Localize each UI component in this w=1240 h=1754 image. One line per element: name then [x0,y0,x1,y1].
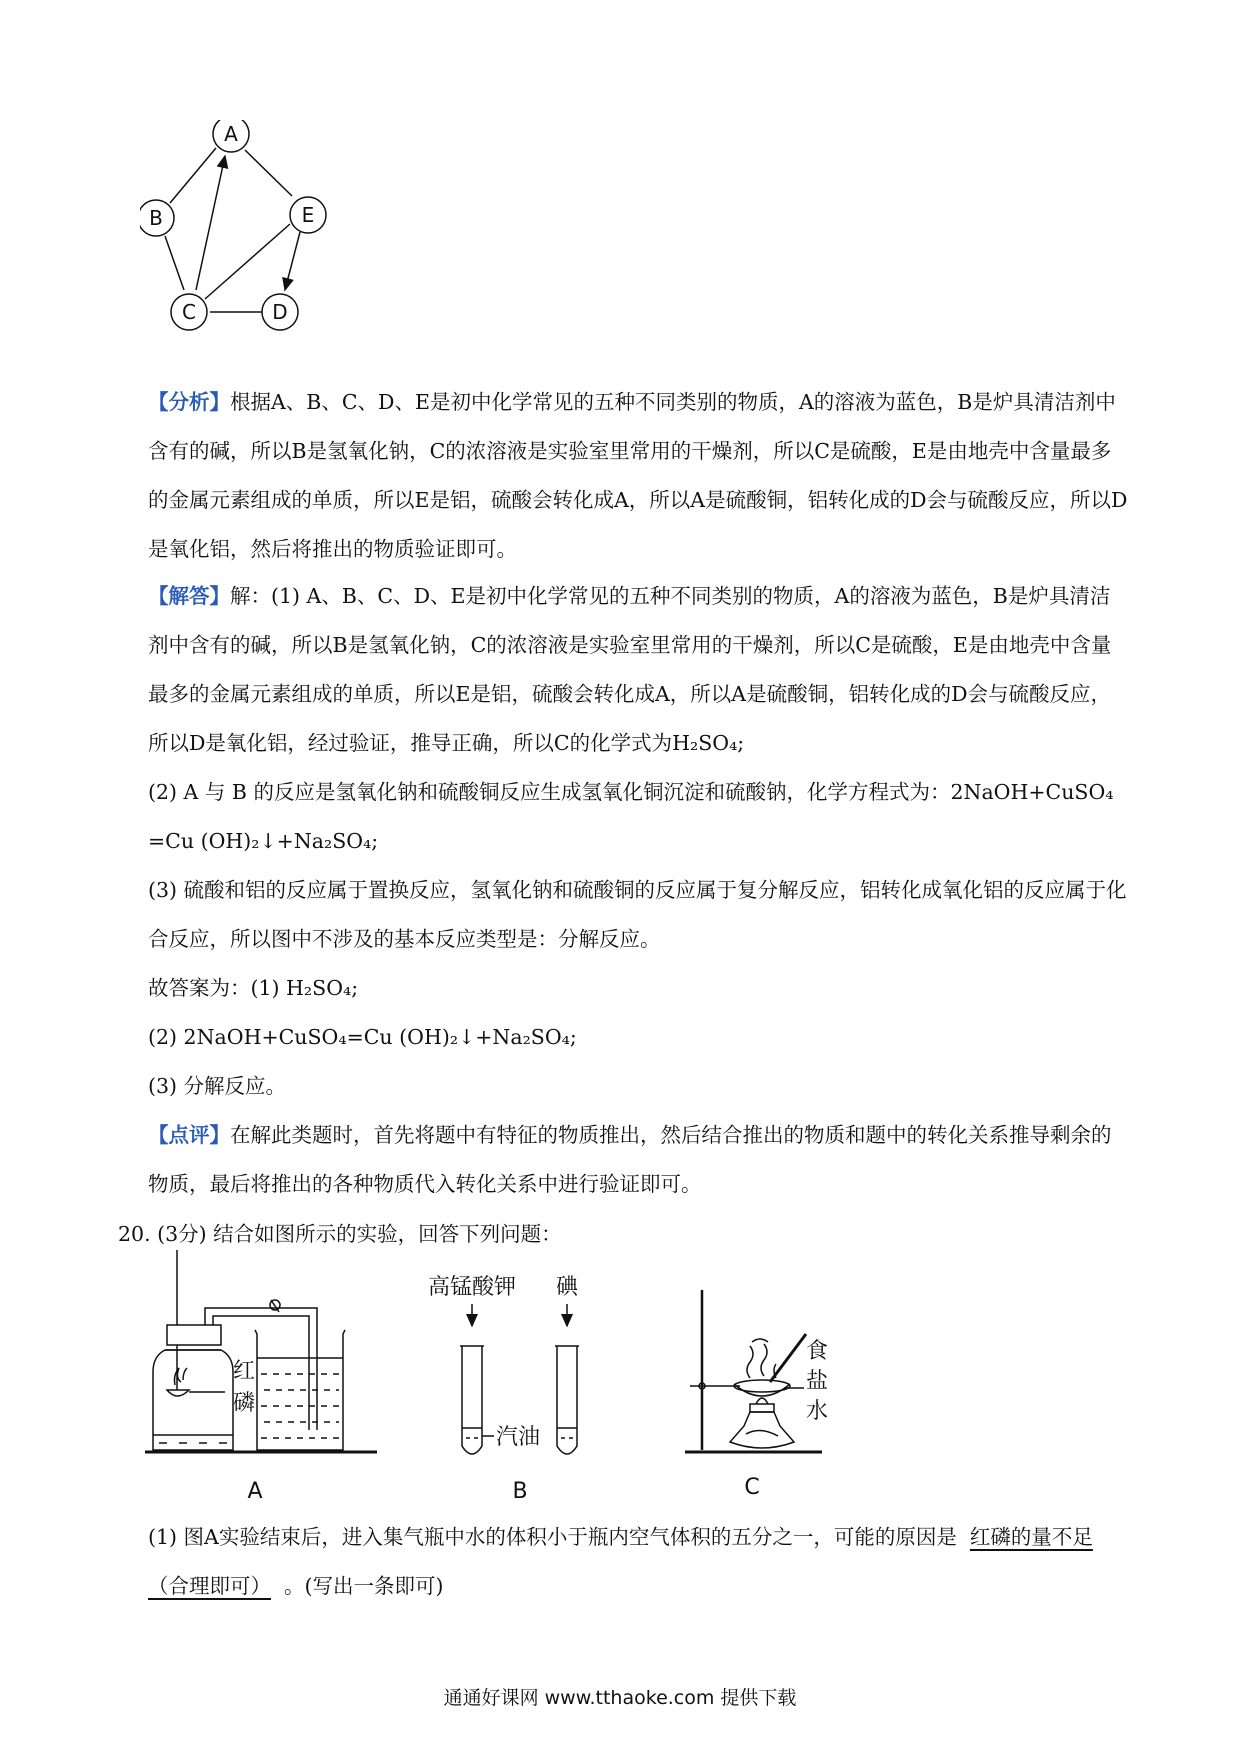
answer-paragraph-3 [148,866,1128,964]
answer-p1: 解：(1) A、B、C、D、E是初中化学常见的五种不同类别的物质，A的溶液为蓝色，B是炉具清洁剂中含有的碱，所以B是氢氧化钠，C的浓溶液是实验室里常用的干燥剂，所以C是硫酸，E是由地壳中含量最多的金属元素组成的单质，所以E是铝，硫酸会转化成A，所以A是硫酸铜，铝转化成的D会与硫酸反应，所以D是氧化铝，经过验证，推导正确，所以C的化学式为 [148,584,1112,755]
node-b: B [149,206,163,230]
figure-b-caption: B [512,1479,528,1500]
figure-b-solvent: 汽油 [496,1425,541,1450]
edge-c-a [196,156,225,290]
answer-tag: 【解答】 [148,584,230,608]
figure-a-label-2: 磷 [233,1391,256,1416]
figure-a-apparatus [145,1250,385,1500]
answer-p1-formula: H₂SO₄; [672,731,745,755]
final-answer-3-text: (3) 分解反应。 [148,1074,287,1098]
final-answer-1 [148,964,1128,1013]
analysis-tag: 【分析】 [148,390,230,414]
edge-c-e [205,224,290,299]
figure-c-caption: C [744,1475,760,1500]
comment-text: 在解此类题时，首先将题中有特征的物质推出，然后结合推出的物质和题中的转化关系推导剩余的物质，最后将推出的各种物质代入转化关系中进行验证即可。 [148,1123,1112,1196]
node-a: A [224,122,238,146]
analysis-text: 根据A、B、C、D、E是初中化学常见的五种不同类别的物质，A的溶液为蓝色，B是炉具清洁剂中含有的碱，所以B是氢氧化钠，C的浓溶液是实验室里常用的干燥剂，所以C是硫酸，E是由地壳中含量最多的金属元素组成的单质，所以E是铝，硫酸会转化成A，所以A是硫酸铜，铝转化成的D会与硫酸反应，所以D是氧化铝，然后将推出的物质验证即可。 [148,390,1128,561]
edge-b-c [165,236,184,290]
node-d: D [272,300,288,324]
figure-a-caption: A [247,1479,263,1500]
q1-prefix: (1) 图A实验结束后，进入集气瓶中水的体积小于瓶内空气体积的五分之一，可能的原因是 [148,1525,957,1549]
comment-tag: 【点评】 [148,1123,230,1147]
answer-p3: (3) 硫酸和铝的反应属于置换反应，氢氧化钠和硫酸铜的反应属于复分解反应，铝转化成氧化铝的反应属于化合反应，所以图中不涉及的基本反应类型是：分解反应。 [148,878,1127,951]
node-e: E [301,203,315,227]
q1-answer: 红磷的量不足（合理即可） [148,1525,1093,1598]
answer-paragraph-2 [148,768,1128,866]
final-answer-2-text: (2) 2NaOH+CuSO₄=Cu (OH)₂↓+Na₂SO₄; [148,1025,577,1049]
comment-paragraph [148,1111,1128,1209]
figure-c-label-3: 水 [806,1399,829,1424]
relation-diagram [140,120,380,370]
figure-c-evaporation [680,1250,870,1500]
question-20-part-1 [148,1513,1128,1611]
q1-suffix: 。(写出一条即可) [284,1574,444,1598]
page-footer: 通通好课网 www.tthaoke.com 提供下载 [443,1687,797,1709]
node-c: C [182,300,196,324]
figure-b-reagent-2: 碘 [555,1275,579,1300]
figure-b-reagent-1: 高锰酸钾 [427,1275,517,1300]
figure-a-label-1: 红 [233,1359,256,1384]
edge-a-e [245,150,292,196]
figure-c-label-1: 食 [806,1339,829,1364]
final-answer-2 [148,1013,1128,1062]
analysis-paragraph [148,378,1128,574]
figure-c-label-2: 盐 [806,1369,829,1394]
final-answer-intro: 故答案为：(1) H₂SO₄; [148,976,359,1000]
edge-b-a [170,148,216,203]
answer-paragraph-1 [148,572,1128,768]
final-answer-3 [148,1062,1128,1111]
question-20-title-text: 20. (3分) 结合如图所示的实验，回答下列问题： [118,1222,562,1246]
edge-e-d [285,232,300,290]
figure-b-test-tubes [420,1270,610,1500]
answer-p2: (2) A 与 B 的反应是氢氧化钠和硫酸铜反应生成氢氧化铜沉淀和硫酸钠，化学方程式为：2NaOH+CuSO₄ =Cu (OH)₂↓+Na₂SO₄; [148,780,1114,853]
